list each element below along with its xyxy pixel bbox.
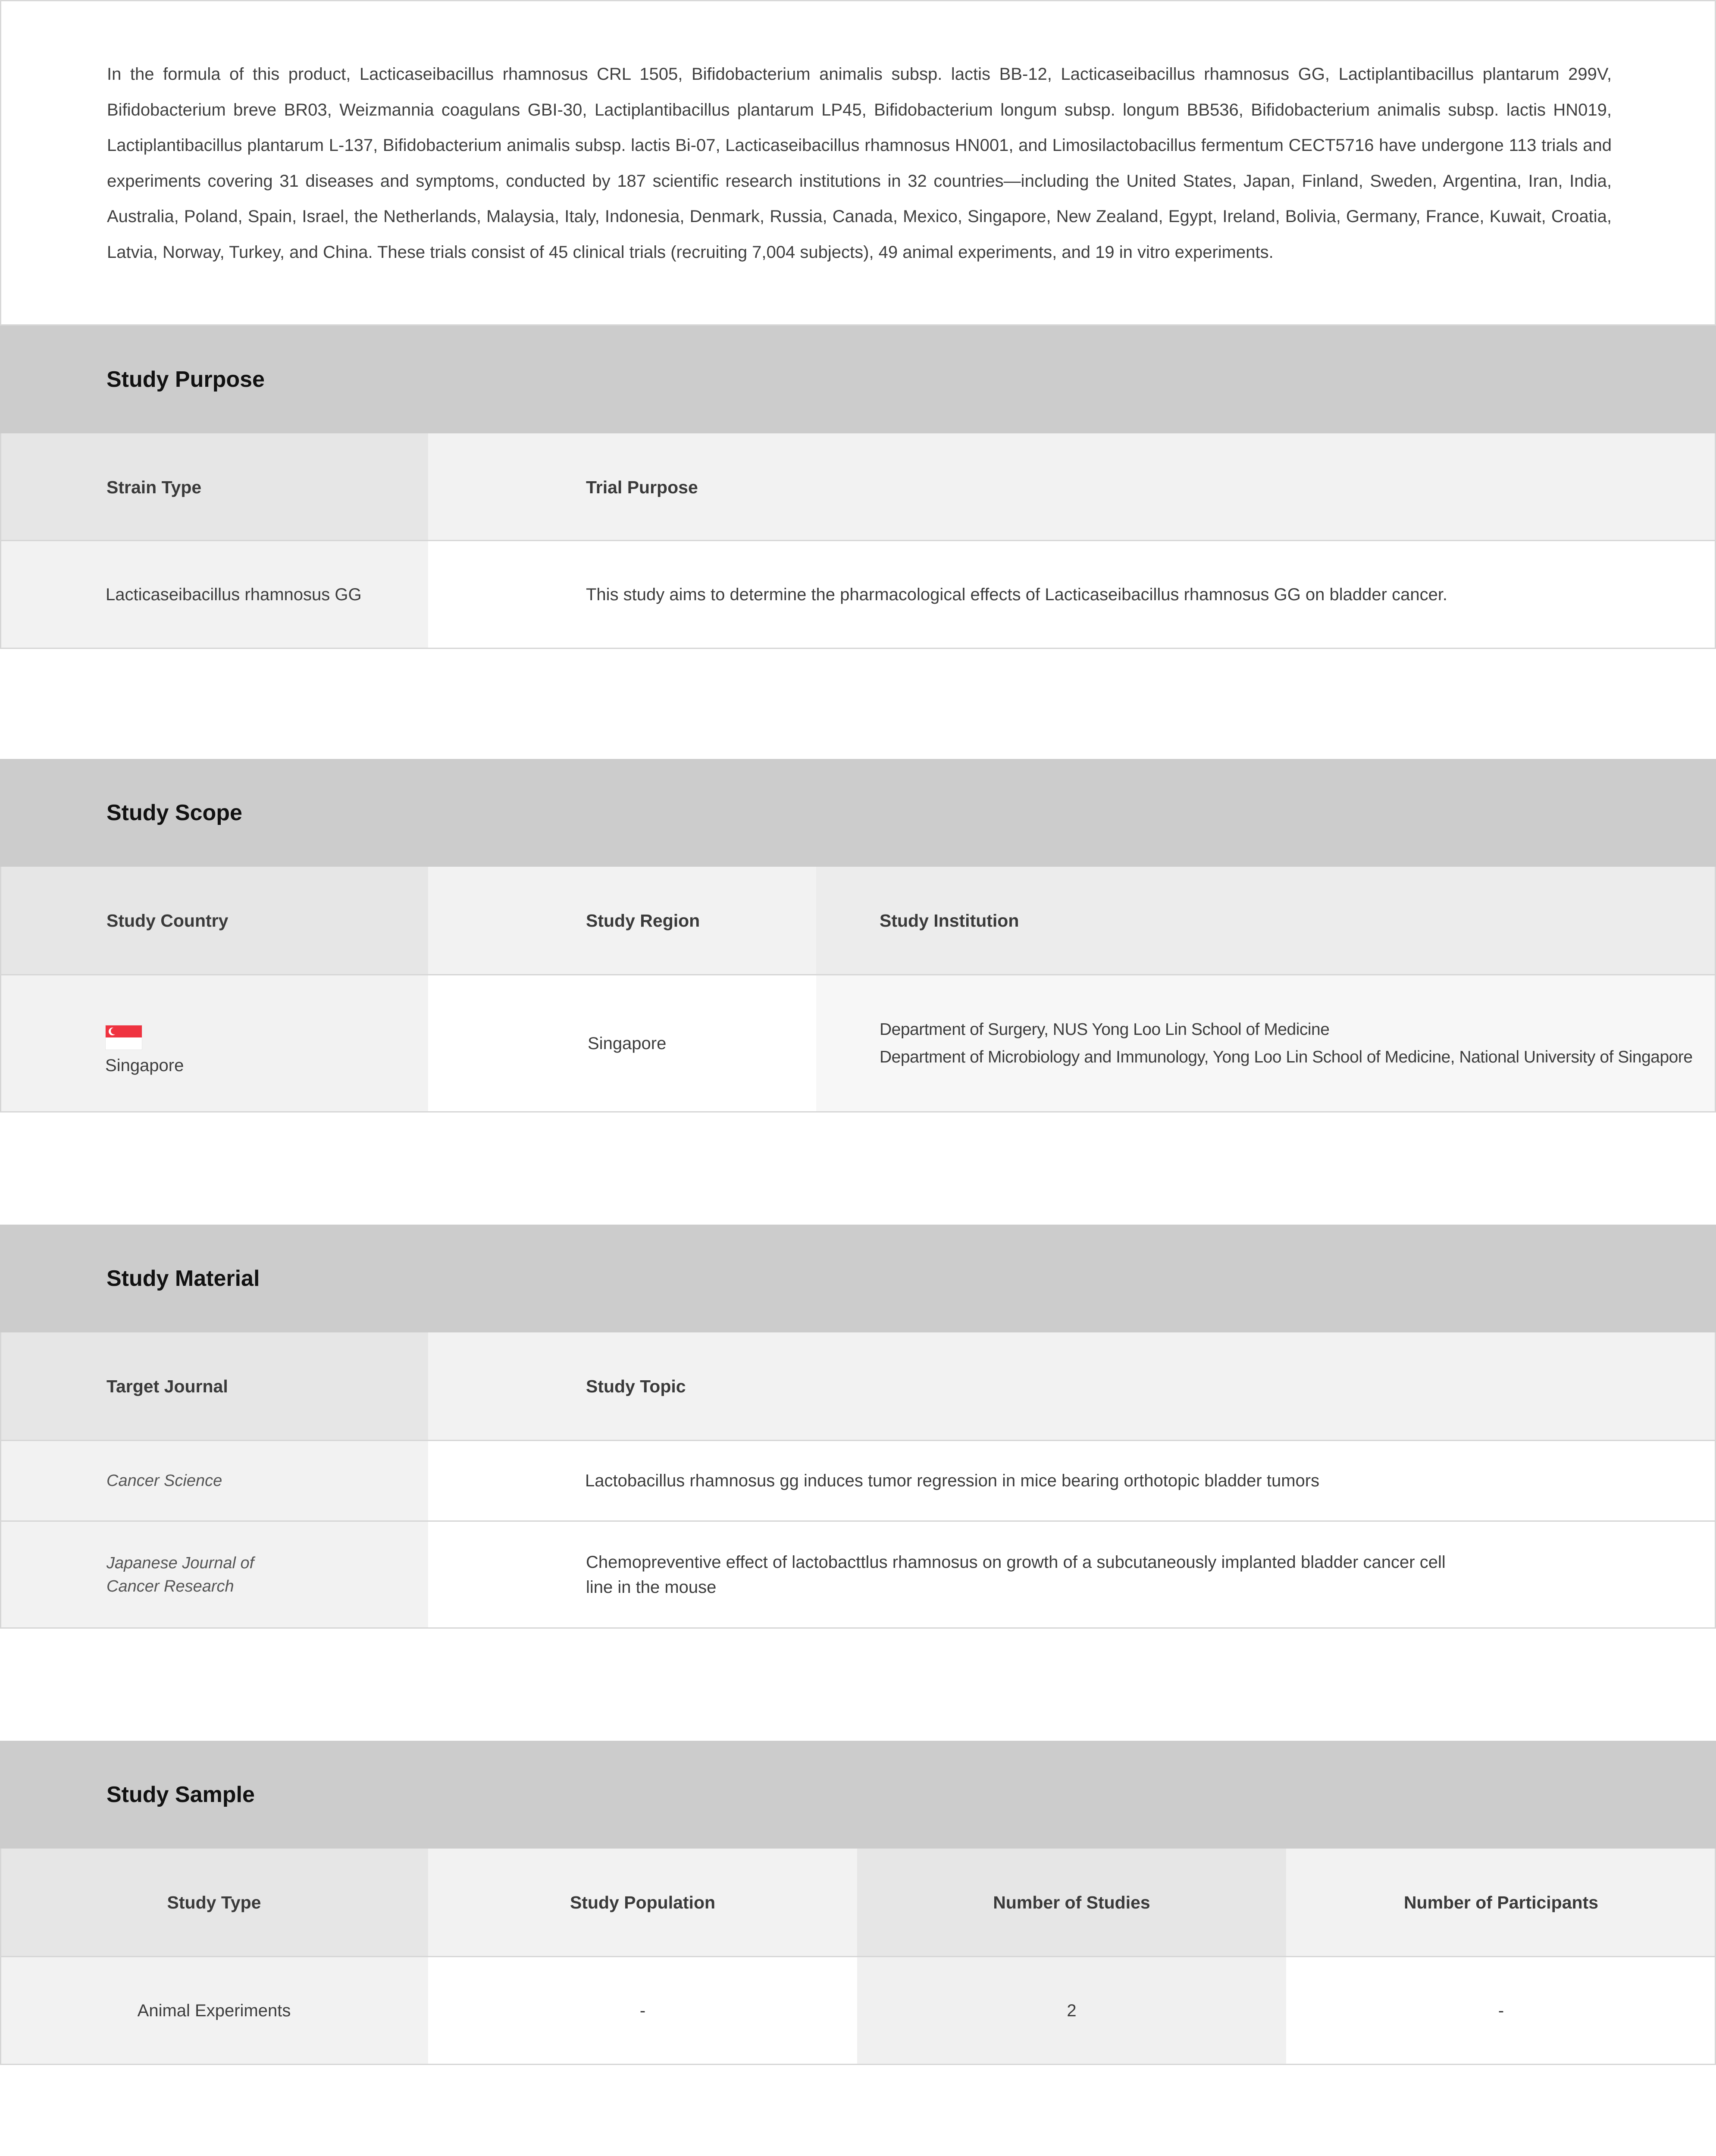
number-of-studies-value: 2	[857, 1957, 1286, 2064]
journal-cell	[0, 1522, 428, 1628]
journal-value: Cancer Science	[0, 1441, 428, 1521]
strain-type-header: Strain Type	[0, 433, 428, 541]
number-of-participants-value: -	[1286, 1957, 1716, 2064]
topic-line: Chemopreventive effect of lactobacttlus rhamnosus on growth of a subcutaneously implanted bladder cancer cell	[586, 1553, 1446, 1572]
target-journal-header: Target Journal	[0, 1332, 428, 1440]
study-country-header: Study Country	[0, 867, 428, 975]
study-topic-header: Study Topic	[428, 1332, 1716, 1440]
number-of-participants-header: Number of Participants	[1286, 1849, 1716, 1956]
section-title: Study Purpose	[106, 367, 265, 392]
study-type-header: Study Type	[0, 1849, 428, 1956]
topic-value: Lactobacillus rhamnosus gg induces tumor regression in mice bearing orthotopic bladder tumors	[428, 1441, 1716, 1521]
border	[0, 1849, 1, 2065]
divider	[0, 648, 1716, 649]
topic-cell	[428, 1522, 1716, 1628]
study-population-header: Study Population	[428, 1849, 857, 1956]
study-region-value: Singapore	[428, 975, 816, 1112]
journal-line: Japanese Journal of	[106, 1554, 254, 1572]
journal-line: Cancer Research	[106, 1577, 234, 1595]
study-region-header: Study Region	[428, 867, 816, 975]
intro-text: In the formula of this product, Lacticaseibacillus rhamnosus CRL 1505, Bifidobacterium animalis subsp. lactis BB-12, Lacticaseibacillus rhamnosus GG, Lactiplantibacillus plantarum 299V, Bifidobacterium breve BR03, Weizmannia coagulans GBI-30, Lactiplantibacillus plantarum LP45, Bifidobacterium longum subsp. longum BB536, Bifidobacterium animalis subsp. lactis HN019, Lactiplantibacillus plantarum L-137, Bifidobacterium animalis subsp. lactis Bi-07, Lacticaseibacillus rhamnosus HN001, and Limosilactobacillus fermentum CECT5716 have undergone 113 trials and experiments covering 31 diseases and symptoms, conducted by 187 scientific research institutions in 32 countries—including the United States, Japan, Finland, Sweden, Argentina, Iran, India, Australia, Poland, Spain, Israel, the Netherlands, Malaysia, Italy, Indonesia, Denmark, Russia, Canada, Mexico, Singapore, New Zealand, Egypt, Ireland, Bolivia, Germany, France, Kuwait, Croatia, Latvia, Norway, Turkey, and China. These trials consist of 45 clinical trials (recruiting 7,004 subjects), 49 animal experiments, and 19 in vitro experiments.	[107, 65, 1612, 262]
study-scope-header	[0, 759, 1716, 867]
trial-purpose-header: Trial Purpose	[428, 433, 1716, 541]
border	[0, 867, 1, 1112]
singapore-flag-icon	[105, 1025, 142, 1050]
institution-item: Department of Surgery, NUS Yong Loo Lin School of Medicine	[880, 1020, 1330, 1039]
section-title: Study Material	[106, 1266, 260, 1291]
intro-panel	[0, 0, 1716, 326]
trial-purpose-value: This study aims to determine the pharmacological effects of Lacticaseibacillus rhamnosus GG on bladder cancer.	[428, 541, 1716, 648]
study-purpose-header	[0, 326, 1716, 433]
divider	[0, 2064, 1716, 2065]
study-institution-cell	[816, 975, 1716, 1112]
strain-type-value: Lacticaseibacillus rhamnosus GG	[0, 541, 428, 648]
divider	[0, 1627, 1716, 1629]
study-country-value: Singapore	[105, 1056, 184, 1075]
section-title: Study Scope	[106, 800, 242, 825]
section-title: Study Sample	[106, 1782, 255, 1807]
study-country-cell	[0, 975, 428, 1112]
institution-item: Department of Microbiology and Immunology, Yong Loo Lin School of Medicine, National University of Singapore	[880, 1048, 1693, 1066]
border	[0, 433, 1, 649]
number-of-studies-header: Number of Studies	[857, 1849, 1286, 1956]
study-material-header	[0, 1225, 1716, 1332]
topic-line: line in the mouse	[586, 1578, 717, 1597]
divider	[0, 1111, 1716, 1112]
study-population-value: -	[428, 1957, 857, 2064]
study-institution-header: Study Institution	[816, 867, 1716, 975]
study-sample-header	[0, 1741, 1716, 1849]
border	[0, 1332, 1, 1629]
study-type-value: Animal Experiments	[0, 1957, 428, 2064]
